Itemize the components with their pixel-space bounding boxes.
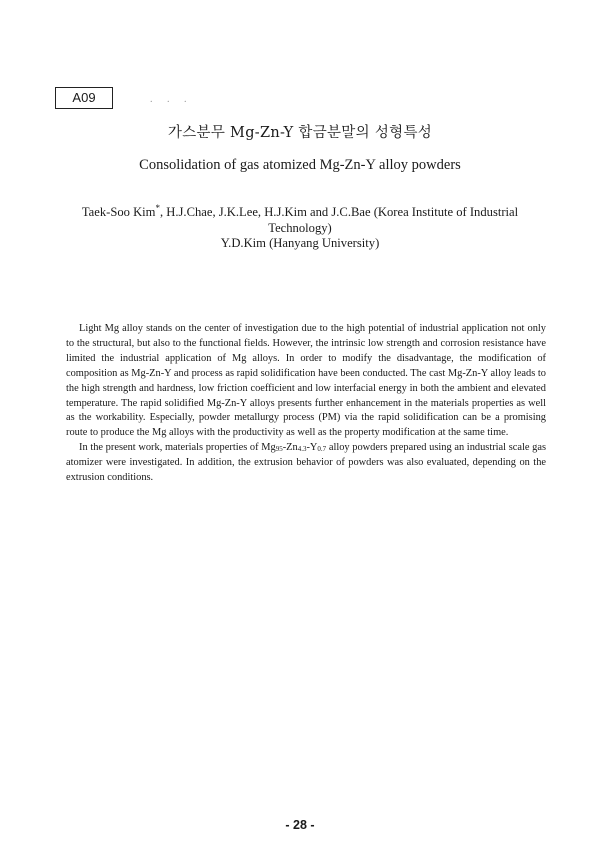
author-line-3: Y.D.Kim (Hanyang University) — [220, 236, 380, 250]
corresponding-author-mark: * — [155, 202, 160, 213]
author-line-1-rest: , H.J.Chae, J.K.Lee, H.J.Kim and J.C.Bae (Korea Institute of Industrial — [159, 205, 519, 219]
p2-suffix: alloy powders prepared using an industrial scale gas atomizer were investigated. In addition, the extrusion behavior of powders was also evaluated, depending on the extrusion conditions. — [66, 442, 546, 484]
abstract-paragraph-2 — [66, 441, 546, 486]
scan-specks: . . . — [150, 94, 193, 105]
korean-title: 가스분무 Mg-Zn-Y 합금분말의 성형특성 — [167, 125, 433, 141]
zn-subscript: 4.3 — [297, 445, 307, 454]
abstract-paragraph-1: Light Mg alloy stands on the center of investigation due to the high potential of industrial application not only to the structural, but also to the functional fields. However, the intrinsic low strength and corrosion resistance have limited the industrial application of Mg alloys. In order to modify the disadvantage, the modification of composition as Mg-Zn-Y and process as rapid solidification have been conducted. The cast Mg-Zn-Y alloy leads to the high strength and hardness, low friction coefficient and low interfacial energy in both the ambient and elevated temperature. The rapid solidified Mg-Zn-Y alloys presents further enhancement in the materials properties as well as the workability. Especially, powder metallurgy process (PM) via the rapid solidification can be a promising route to produce the Mg alloys with the productivity as well as the property modification at the same time. — [66, 323, 546, 439]
abstract-body — [66, 322, 546, 486]
page-number: - 28 - — [285, 818, 315, 832]
p2-prefix: In the present work, materials properties of Mg — [79, 442, 276, 454]
p2-mid-2: -Y — [306, 442, 318, 454]
abstract-code-box: A09 — [55, 87, 113, 109]
p2-mid-1: -Zn — [282, 442, 298, 454]
y-subscript: 0.7 — [317, 445, 327, 454]
english-title: Consolidation of gas atomized Mg-Zn-Y alloy powders — [139, 157, 461, 173]
author-line-2: Technology) — [268, 220, 332, 235]
author-line-1 — [70, 202, 530, 221]
first-author: Taek-Soo Kim — [81, 205, 156, 219]
author-block — [70, 202, 530, 252]
mg-subscript: 95 — [275, 445, 283, 454]
